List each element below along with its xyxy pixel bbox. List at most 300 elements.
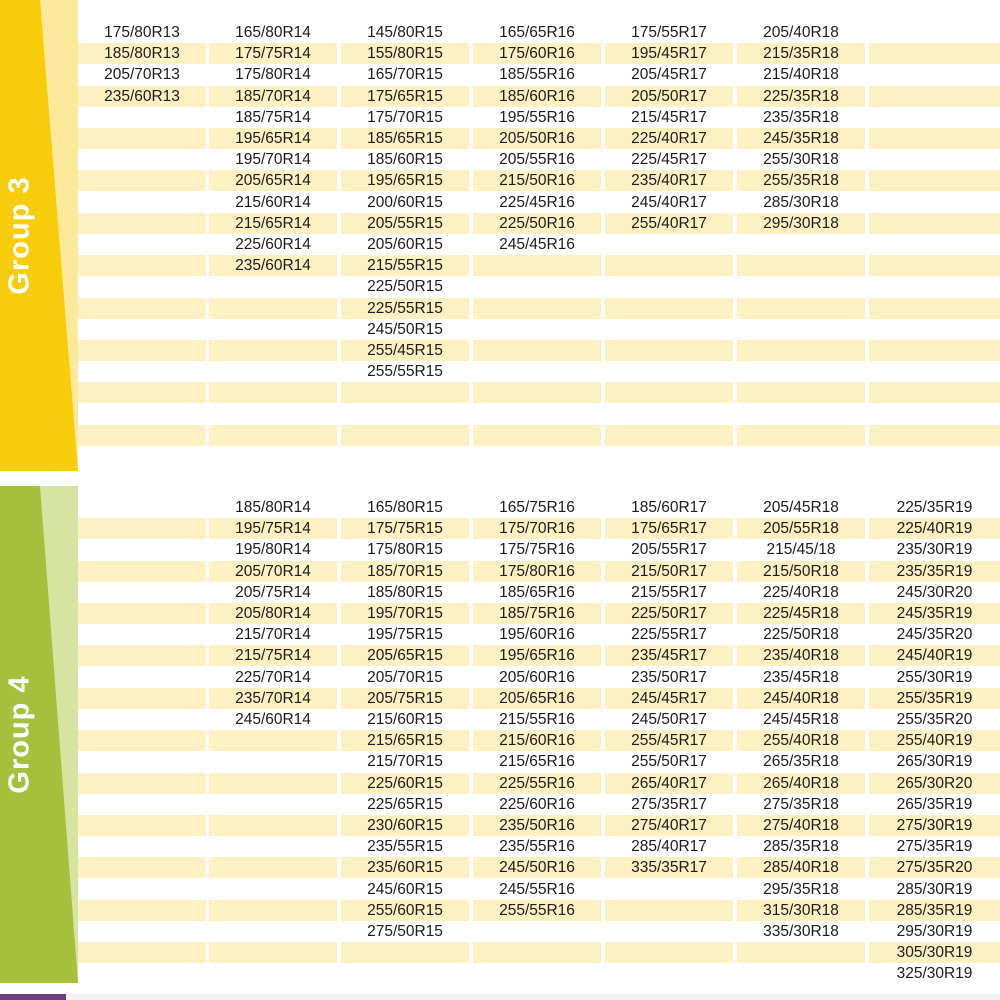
size-cell: 175/70R16 (473, 518, 601, 539)
size-cell (341, 425, 469, 446)
size-cell: 225/60R14 (235, 236, 311, 253)
size-cell: 195/65R14 (209, 128, 337, 149)
size-cell: 295/30R18 (737, 213, 865, 234)
size-cell (737, 404, 865, 425)
size-cell (473, 276, 601, 297)
size-cell: 205/70R15 (367, 668, 443, 686)
size-cell (209, 963, 337, 984)
group-3-size-table (78, 0, 1000, 471)
size-cell (605, 255, 733, 276)
size-cell (737, 298, 865, 319)
table-row (78, 22, 1000, 43)
size-cell (737, 425, 865, 446)
size-cell: 205/55R17 (631, 541, 707, 559)
size-cell: 245/45R16 (499, 236, 575, 253)
size-cell (737, 963, 865, 984)
size-cell: 195/80R14 (235, 541, 311, 559)
size-cell: 175/80R13 (104, 24, 180, 41)
size-cell (78, 446, 206, 467)
size-cell: 195/65R15 (341, 170, 469, 191)
size-cell: 215/45/18 (766, 541, 836, 559)
size-cell: 175/55R17 (631, 24, 707, 41)
table-row (78, 497, 1000, 518)
size-cell (209, 942, 337, 963)
table-row (78, 879, 1000, 900)
size-cell (341, 446, 469, 467)
size-cell: 185/65R15 (341, 128, 469, 149)
size-cell (869, 361, 1000, 382)
table-row (78, 751, 1000, 772)
size-cell: 175/80R15 (367, 541, 443, 559)
size-cell: 195/55R16 (499, 108, 575, 126)
size-cell: 265/35R18 (763, 753, 839, 771)
size-cell (209, 382, 337, 403)
size-cell: 235/45R18 (763, 668, 839, 686)
size-cell (473, 255, 601, 276)
table-row (78, 128, 1000, 149)
size-cell: 215/55R16 (499, 711, 575, 728)
size-cell (473, 319, 601, 340)
size-cell (869, 319, 1000, 340)
size-cell: 230/60R15 (341, 815, 469, 836)
size-cell: 195/70R14 (235, 151, 311, 169)
size-cell: 195/60R16 (499, 626, 575, 644)
size-cell: 215/45R17 (631, 108, 707, 126)
size-cell: 225/55R15 (341, 298, 469, 319)
group-4-tab (0, 486, 78, 983)
size-cell: 255/60R15 (341, 900, 469, 921)
size-cell: 275/35R17 (631, 795, 707, 813)
size-cell: 215/60R15 (367, 711, 443, 728)
size-cell: 245/45R17 (605, 688, 733, 709)
size-cell: 215/55R15 (341, 255, 469, 276)
size-cell (209, 425, 337, 446)
size-cell: 275/50R15 (367, 923, 443, 940)
size-cell (605, 900, 733, 921)
size-cell (605, 298, 733, 319)
size-cell (737, 319, 865, 340)
size-cell: 175/70R15 (367, 108, 443, 126)
size-cell: 245/60R14 (235, 711, 311, 728)
size-cell: 275/35R20 (869, 857, 1000, 878)
size-cell: 225/40R17 (605, 128, 733, 149)
group-4-label: Group 4 (3, 675, 36, 794)
size-cell (209, 836, 337, 857)
size-cell: 185/60R16 (473, 86, 601, 107)
size-cell: 235/35R18 (763, 108, 839, 126)
size-cell: 245/55R16 (499, 880, 575, 898)
size-cell: 235/30R19 (896, 541, 973, 559)
table-row (78, 794, 1000, 815)
size-cell (869, 404, 1000, 425)
table-row (78, 213, 1000, 234)
size-cell (209, 857, 337, 878)
size-cell: 205/70R13 (104, 66, 180, 84)
table-row (78, 942, 1000, 963)
size-cell: 225/50R18 (763, 626, 839, 644)
size-cell: 235/60R15 (341, 857, 469, 878)
table-row (78, 963, 1000, 984)
size-cell (473, 404, 601, 425)
size-cell (869, 64, 1000, 85)
group-3-label: Group 3 (3, 176, 36, 295)
size-cell: 255/45R15 (341, 340, 469, 361)
size-cell: 225/65R15 (367, 795, 443, 813)
size-cell (78, 149, 206, 170)
size-cell (737, 255, 865, 276)
size-cell: 255/55R16 (473, 900, 601, 921)
size-cell (341, 942, 469, 963)
table-row (78, 170, 1000, 191)
size-cell (78, 815, 206, 836)
table-row (78, 319, 1000, 340)
size-cell (78, 773, 206, 794)
size-cell: 185/60R17 (631, 499, 707, 516)
table-row (78, 539, 1000, 560)
table-row (78, 43, 1000, 64)
size-cell: 245/50R17 (631, 711, 707, 728)
size-cell: 205/60R16 (499, 668, 575, 686)
size-cell (78, 836, 206, 857)
size-cell (78, 794, 206, 815)
size-cell: 285/30R19 (896, 880, 973, 898)
size-cell: 225/45R18 (737, 603, 865, 624)
size-cell (78, 709, 206, 730)
table-row (78, 276, 1000, 297)
size-cell: 285/35R19 (869, 900, 1000, 921)
size-cell (605, 921, 733, 942)
size-cell: 225/55R17 (631, 626, 707, 644)
size-cell: 275/40R18 (737, 815, 865, 836)
size-cell: 185/65R16 (499, 583, 575, 601)
size-cell (209, 361, 337, 382)
size-cell: 205/65R16 (473, 688, 601, 709)
size-cell: 145/80R15 (367, 24, 443, 41)
size-cell: 215/35R18 (737, 43, 865, 64)
size-cell (78, 667, 206, 688)
size-cell: 295/35R18 (763, 880, 839, 898)
size-cell (78, 942, 206, 963)
size-cell: 215/65R15 (341, 730, 469, 751)
size-cell (341, 963, 469, 984)
size-cell (605, 425, 733, 446)
size-cell: 275/40R17 (605, 815, 733, 836)
table-row (78, 255, 1000, 276)
size-cell: 255/55R15 (367, 363, 443, 381)
size-cell: 255/50R17 (631, 753, 707, 771)
size-cell: 225/40R19 (869, 518, 1000, 539)
size-cell: 175/75R16 (499, 541, 575, 559)
size-cell: 265/30R20 (869, 773, 1000, 794)
size-cell (473, 382, 601, 403)
size-cell: 235/55R16 (499, 838, 575, 856)
size-cell (78, 319, 206, 340)
size-cell: 205/65R15 (341, 645, 469, 666)
size-cell (78, 361, 206, 382)
size-cell: 275/30R19 (869, 815, 1000, 836)
size-cell: 285/40R17 (631, 838, 707, 856)
size-cell: 205/50R16 (473, 128, 601, 149)
size-cell (209, 751, 337, 772)
table-row (78, 624, 1000, 645)
size-cell: 175/65R15 (341, 86, 469, 107)
size-cell: 215/75R14 (209, 645, 337, 666)
size-cell (78, 276, 206, 297)
size-cell (869, 192, 1000, 213)
size-cell: 215/70R15 (367, 753, 443, 771)
size-cell: 255/40R18 (737, 730, 865, 751)
size-cell (78, 192, 206, 213)
size-cell (209, 900, 337, 921)
size-cell: 265/40R17 (605, 773, 733, 794)
group-3-tab (0, 0, 78, 471)
size-cell: 205/45R17 (631, 66, 707, 84)
size-cell: 205/55R15 (341, 213, 469, 234)
size-cell: 265/40R18 (737, 773, 865, 794)
size-cell: 200/60R15 (367, 193, 443, 211)
size-cell (341, 382, 469, 403)
size-cell (78, 425, 206, 446)
size-cell (78, 688, 206, 709)
size-cell: 215/40R18 (763, 66, 839, 84)
size-cell (209, 276, 337, 297)
size-cell: 205/75R14 (235, 583, 311, 601)
size-cell: 165/80R14 (235, 24, 311, 41)
size-cell (473, 361, 601, 382)
size-cell (209, 730, 337, 751)
size-cell: 205/75R15 (341, 688, 469, 709)
table-row (78, 425, 1000, 446)
size-cell: 205/60R15 (367, 236, 443, 253)
size-cell: 165/65R16 (499, 24, 575, 41)
table-row (78, 815, 1000, 836)
size-cell (473, 425, 601, 446)
size-cell: 185/75R14 (235, 108, 311, 126)
table-row (78, 192, 1000, 213)
size-cell (78, 751, 206, 772)
size-cell (78, 582, 206, 603)
size-cell (78, 213, 206, 234)
size-cell (78, 921, 206, 942)
size-cell (78, 857, 206, 878)
size-cell: 205/55R18 (737, 518, 865, 539)
size-cell: 275/35R18 (763, 795, 839, 813)
size-cell (605, 963, 733, 984)
size-cell: 165/70R15 (367, 66, 443, 84)
size-cell: 175/60R16 (473, 43, 601, 64)
size-cell (209, 815, 337, 836)
size-cell: 205/50R17 (605, 86, 733, 107)
size-cell (869, 43, 1000, 64)
size-cell: 225/55R16 (473, 773, 601, 794)
size-cell (209, 446, 337, 467)
size-cell: 305/30R19 (869, 942, 1000, 963)
size-cell: 275/35R19 (896, 838, 973, 856)
table-row (78, 730, 1000, 751)
size-cell (605, 404, 733, 425)
size-cell: 195/45R17 (605, 43, 733, 64)
size-cell: 315/30R18 (737, 900, 865, 921)
size-cell: 215/50R16 (473, 170, 601, 191)
size-cell: 175/65R17 (605, 518, 733, 539)
table-row (78, 86, 1000, 107)
size-cell: 225/70R14 (235, 668, 311, 686)
size-cell: 225/45R17 (631, 151, 707, 169)
size-cell: 225/35R18 (737, 86, 865, 107)
size-cell (78, 645, 206, 666)
table-row (78, 149, 1000, 170)
table-row (78, 234, 1000, 255)
table-row (78, 603, 1000, 624)
table-row (78, 645, 1000, 666)
table-row (78, 773, 1000, 794)
size-cell (869, 255, 1000, 276)
size-cell: 245/45R18 (763, 711, 839, 728)
size-cell (869, 298, 1000, 319)
size-cell: 185/60R15 (367, 151, 443, 169)
size-cell: 295/30R19 (896, 923, 973, 940)
size-cell (869, 128, 1000, 149)
size-cell: 285/35R18 (763, 838, 839, 856)
size-cell: 185/70R15 (341, 561, 469, 582)
size-cell (605, 340, 733, 361)
size-cell (209, 794, 337, 815)
size-cell (869, 234, 1000, 255)
size-cell: 225/60R15 (341, 773, 469, 794)
size-cell: 225/50R15 (367, 278, 443, 296)
size-cell: 205/80R14 (209, 603, 337, 624)
size-cell: 215/65R16 (499, 753, 575, 771)
size-cell (737, 276, 865, 297)
size-cell (78, 170, 206, 191)
table-row (78, 298, 1000, 319)
size-cell: 235/55R15 (367, 838, 443, 856)
table-row (78, 64, 1000, 85)
size-cell: 205/45R18 (763, 499, 839, 516)
size-cell: 255/30R18 (763, 151, 839, 169)
table-row (78, 900, 1000, 921)
size-cell (78, 539, 206, 560)
size-cell: 185/80R13 (78, 43, 206, 64)
size-cell: 205/65R14 (209, 170, 337, 191)
size-cell: 255/45R17 (605, 730, 733, 751)
size-cell: 225/50R16 (473, 213, 601, 234)
size-cell: 335/35R17 (605, 857, 733, 878)
size-cell (869, 86, 1000, 107)
size-cell (78, 255, 206, 276)
table-row (78, 361, 1000, 382)
size-cell (605, 879, 733, 900)
next-group-strip (0, 994, 1000, 1000)
size-cell (78, 298, 206, 319)
size-cell (605, 319, 733, 340)
size-cell (869, 425, 1000, 446)
size-cell: 215/60R14 (235, 193, 311, 211)
size-cell: 245/40R19 (869, 645, 1000, 666)
size-cell (473, 963, 601, 984)
size-cell (209, 879, 337, 900)
size-cell: 255/35R19 (869, 688, 1000, 709)
size-cell (78, 107, 206, 128)
table-row (78, 382, 1000, 403)
size-cell: 215/60R16 (473, 730, 601, 751)
table-row (78, 582, 1000, 603)
size-cell (737, 340, 865, 361)
size-cell: 175/80R16 (473, 561, 601, 582)
size-cell: 195/65R16 (473, 645, 601, 666)
size-cell: 285/40R18 (737, 857, 865, 878)
size-cell (869, 149, 1000, 170)
size-cell (869, 276, 1000, 297)
size-cell: 205/70R14 (209, 561, 337, 582)
size-cell: 245/50R16 (473, 857, 601, 878)
size-cell (737, 942, 865, 963)
size-cell (473, 298, 601, 319)
size-cell (737, 361, 865, 382)
size-cell (78, 382, 206, 403)
size-cell (869, 22, 1000, 43)
size-cell (78, 234, 206, 255)
table-row (78, 404, 1000, 425)
size-cell: 205/40R18 (763, 24, 839, 41)
table-row (78, 688, 1000, 709)
size-cell: 195/70R15 (341, 603, 469, 624)
size-cell: 215/65R14 (209, 213, 337, 234)
size-cell: 225/45R16 (499, 193, 575, 211)
size-cell: 235/60R13 (78, 86, 206, 107)
size-cell: 235/50R16 (473, 815, 601, 836)
group-4-size-table (78, 486, 1000, 983)
size-cell: 235/35R19 (869, 561, 1000, 582)
size-cell: 235/50R17 (631, 668, 707, 686)
size-cell (869, 340, 1000, 361)
size-cell (869, 213, 1000, 234)
size-cell: 285/30R18 (763, 193, 839, 211)
size-cell: 265/30R19 (896, 753, 973, 771)
size-cell (605, 361, 733, 382)
size-cell: 225/50R17 (605, 603, 733, 624)
size-cell (78, 730, 206, 751)
size-cell (78, 963, 206, 984)
size-cell (341, 404, 469, 425)
size-cell: 245/40R18 (737, 688, 865, 709)
size-cell (737, 234, 865, 255)
size-cell (209, 319, 337, 340)
size-cell (605, 234, 733, 255)
table-row (78, 667, 1000, 688)
size-cell (78, 518, 206, 539)
size-cell: 245/50R15 (367, 320, 443, 338)
size-cell (209, 921, 337, 942)
size-cell (78, 340, 206, 361)
size-cell (869, 107, 1000, 128)
size-cell (209, 340, 337, 361)
size-cell: 225/35R19 (896, 499, 973, 516)
size-cell (209, 773, 337, 794)
size-cell: 235/40R17 (605, 170, 733, 191)
size-cell (78, 624, 206, 645)
size-cell: 165/80R15 (367, 499, 443, 516)
size-cell (78, 603, 206, 624)
size-cell: 245/60R15 (367, 880, 443, 898)
table-row (78, 107, 1000, 128)
size-cell (737, 446, 865, 467)
size-cell: 175/80R14 (235, 66, 311, 84)
size-cell (78, 900, 206, 921)
size-cell: 335/30R18 (763, 923, 839, 940)
size-cell (78, 404, 206, 425)
size-cell: 215/70R14 (235, 626, 311, 644)
